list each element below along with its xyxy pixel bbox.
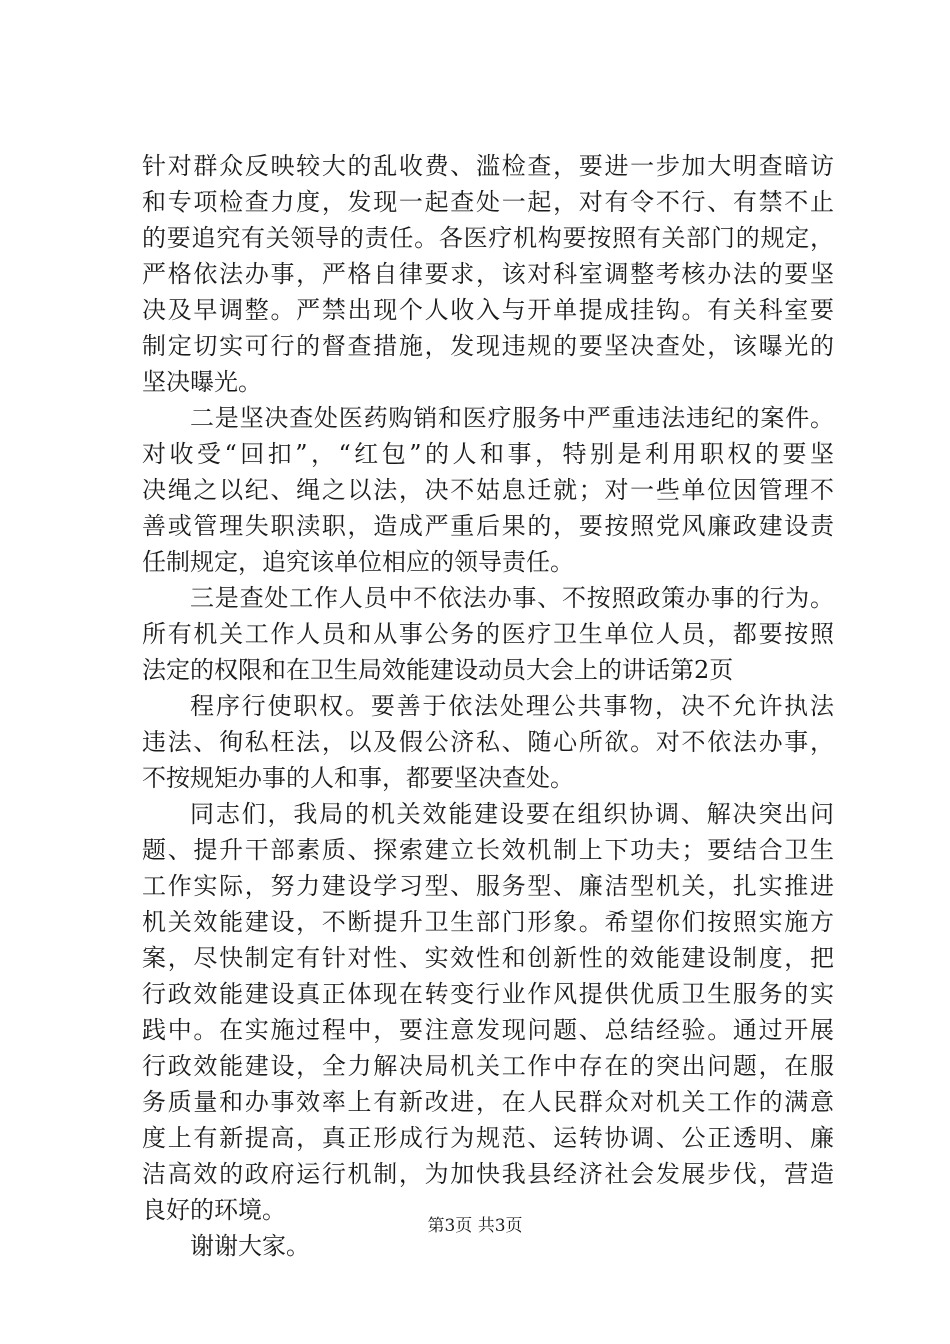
text-line: 践中。在实施过程中，要注意发现问题、总结经验。通过开展 xyxy=(142,1016,834,1044)
text-line: 针对群众反映较大的乱收费、滥检查，要进一步加大明查暗访 xyxy=(142,152,834,180)
text-line: 良好的环境。 xyxy=(142,1196,286,1224)
text-line: 所有机关工作人员和从事公务的医疗卫生单位人员，都要按照 xyxy=(142,620,834,648)
text-line: 任制规定，追究该单位相应的领导责任。 xyxy=(142,548,574,576)
text-line: 决绳之以纪、绳之以法，决不姑息迁就；对一些单位因管理不 xyxy=(142,476,834,504)
paragraph-start-line: 二是坚决查处医药购销和医疗服务中严重违法违纪的案件。 xyxy=(190,404,834,432)
paragraph-start-line: 程序行使职权。要善于依法处理公共事物，决不允许执法 xyxy=(190,692,834,720)
body-text xyxy=(142,148,834,1264)
paragraph-start-line: 三是查处工作人员中不依法办事、不按照政策办事的行为。 xyxy=(190,584,834,612)
closing-line: 谢谢大家。 xyxy=(190,1232,310,1260)
text-line: 行政效能建设，全力解决局机关工作中存在的突出问题，在服 xyxy=(142,1052,834,1080)
text-line: 和专项检查力度，发现一起查处一起，对有令不行、有禁不止 xyxy=(142,188,834,216)
text-line: 坚决曝光。 xyxy=(142,368,262,396)
text-line: 不按规矩办事的人和事，都要坚决查处。 xyxy=(142,764,574,792)
text-line: 洁高效的政府运行机制，为加快我县经济社会发展步伐，营造 xyxy=(142,1160,834,1188)
text-line: 工作实际，努力建设学习型、服务型、廉洁型机关，扎实推进 xyxy=(142,872,834,900)
text-line: 机关效能建设，不断提升卫生部门形象。希望你们按照实施方 xyxy=(142,908,834,936)
text-line: 制定切实可行的督查措施，发现违规的要坚决查处，该曝光的 xyxy=(142,332,834,360)
page-number-footer: 第3页 共3页 xyxy=(427,1216,523,1236)
text-line: 法定的权限和在卫生局效能建设动员大会上的讲话第2页 xyxy=(142,656,734,684)
text-line: 违法、徇私枉法，以及假公济私、随心所欲。对不依法办事， xyxy=(142,728,834,756)
text-line: 度上有新提高，真正形成行为规范、运转协调、公正透明、廉 xyxy=(142,1124,834,1152)
text-line: 案，尽快制定有针对性、实效性和创新性的效能建设制度，把 xyxy=(142,944,834,972)
text-line: 严格依法办事，严格自律要求，该对科室调整考核办法的要坚 xyxy=(142,260,834,288)
text-line: 对收受“回扣”，“红包”的人和事，特别是利用职权的要坚 xyxy=(142,440,834,468)
text-line: 的要追究有关领导的责任。各医疗机构要按照有关部门的规定， xyxy=(142,224,834,252)
text-line: 行政效能建设真正体现在转变行业作风提供优质卫生服务的实 xyxy=(142,980,834,1008)
paragraph-start-line: 同志们，我局的机关效能建设要在组织协调、解决突出问 xyxy=(190,800,834,828)
text-line: 题、提升干部素质、探索建立长效机制上下功夫；要结合卫生 xyxy=(142,836,834,864)
text-line: 务质量和办事效率上有新改进，在人民群众对机关工作的满意 xyxy=(142,1088,834,1116)
text-line: 决及早调整。严禁出现个人收入与开单提成挂钩。有关科室要 xyxy=(142,296,834,324)
text-line: 善或管理失职渎职，造成严重后果的，要按照党风廉政建设责 xyxy=(142,512,834,540)
